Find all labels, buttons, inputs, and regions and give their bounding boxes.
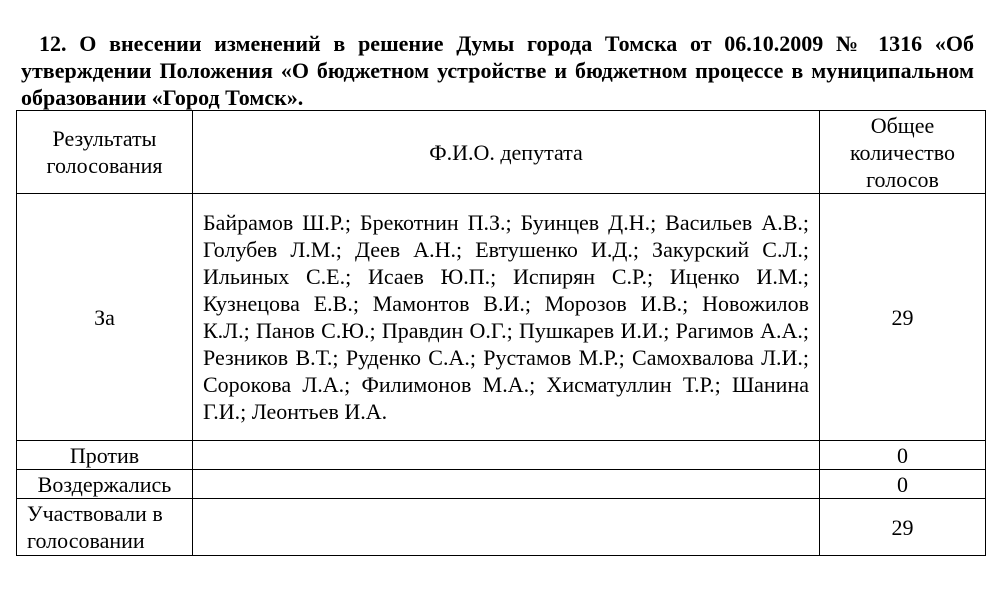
table-header-row xyxy=(17,111,986,194)
row-names xyxy=(193,470,820,499)
row-total: 0 xyxy=(820,470,986,499)
header-result: Результаты голосования xyxy=(17,111,193,194)
table-row-against xyxy=(17,441,986,470)
table-row-participated xyxy=(17,499,986,556)
table-row-for xyxy=(17,194,986,441)
row-total: 29 xyxy=(820,499,986,556)
item-title: О внесении изменений в решение Думы города Томска от 06.10.2009 № 1316 «Об утверждении Положения «О бюджетном устройстве и бюджетном процессе в муниципальном образовании «Город Томск». xyxy=(21,31,975,110)
row-total: 0 xyxy=(820,441,986,470)
row-result: Воздержались xyxy=(17,470,193,499)
row-result: Против xyxy=(17,441,193,470)
row-names xyxy=(193,499,820,556)
header-names: Ф.И.О. депутата xyxy=(193,111,820,194)
item-number: 12. xyxy=(39,31,67,56)
voting-results-table xyxy=(16,110,986,556)
row-result: Участвовали в голосовании xyxy=(17,499,193,556)
table-row-abstained xyxy=(17,470,986,499)
row-total: 29 xyxy=(820,194,986,441)
item-heading xyxy=(21,30,974,111)
row-result: За xyxy=(17,194,193,441)
header-total: Общее количество голосов xyxy=(820,111,986,194)
row-names: Байрамов Ш.Р.; Брекотнин П.З.; Буинцев Д.Н.; Васильев А.В.; Голубев Л.М.; Деев А.Н.; Евтушенко И.Д.; Закурский С.Л.; Ильиных С.Е.; Исаев Ю.П.; Испирян С.Р.; Иценко И.М.; Кузнецова Е.В.; Мамонтов В.И.; Морозов И.В.; Новожилов К.Л.; Панов С.Ю.; Правдин О.Г.; Пушкарев И.И.; Рагимов А.А.; Резников В.Т.; Руденко С.А.; Рустамов М.Р.; Самохвалова Л.И.; Сорокова Л.А.; Филимонов М.А.; Хисматуллин Т.Р.; Шанина Г.И.; Леонтьев И.А. xyxy=(193,194,820,441)
row-names xyxy=(193,441,820,470)
